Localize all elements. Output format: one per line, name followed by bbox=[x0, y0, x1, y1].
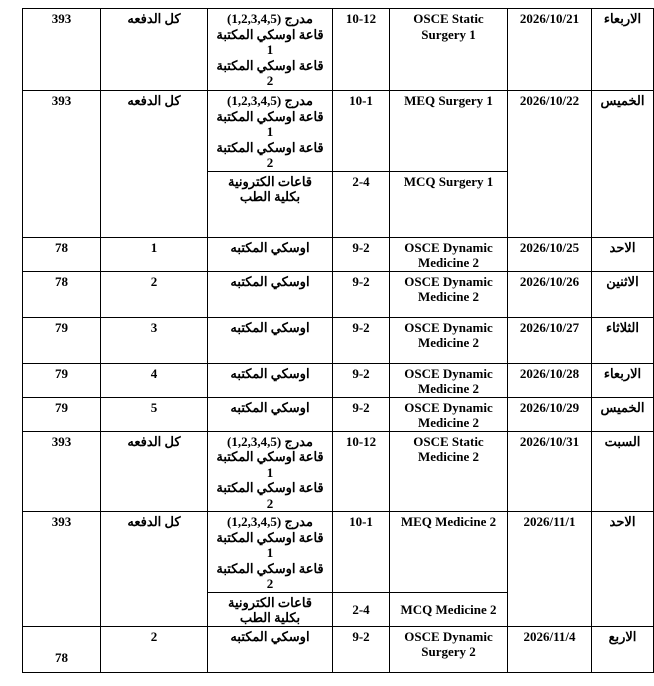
table-row bbox=[23, 431, 654, 512]
room-cell bbox=[208, 512, 333, 593]
exam-line: Surgery 1 bbox=[421, 26, 476, 42]
table-row bbox=[23, 363, 654, 397]
exam-cell bbox=[390, 91, 508, 172]
exam-cell bbox=[390, 512, 508, 593]
room-line: بكلية الطب bbox=[239, 189, 301, 204]
room-cell bbox=[208, 271, 333, 317]
day-cell: الثلاثاء bbox=[592, 317, 654, 363]
exam-cell bbox=[390, 431, 508, 512]
exam-cell bbox=[390, 626, 508, 672]
exam-line: OSCE Dynamic bbox=[404, 365, 493, 381]
group-cell: 1 bbox=[101, 237, 208, 271]
student-count-cell: 79 bbox=[23, 363, 101, 397]
group-cell: 2 bbox=[101, 626, 208, 672]
student-count-cell: 79 bbox=[23, 397, 101, 431]
room-line: اوسكي المكتبه bbox=[230, 319, 310, 335]
date-cell: 2026/10/22 bbox=[508, 91, 592, 238]
room-line: اوسكي المكتبه bbox=[230, 399, 310, 415]
room-cell bbox=[208, 592, 333, 626]
exam-line: OSCE Static bbox=[413, 11, 484, 26]
room-line: 1 bbox=[266, 545, 274, 560]
group-cell: 5 bbox=[101, 397, 208, 431]
day-cell: الخميس bbox=[592, 91, 654, 238]
time-cell: 9-2 bbox=[333, 317, 390, 363]
exam-cell bbox=[390, 271, 508, 317]
student-count-cell: 393 bbox=[23, 431, 101, 512]
table-row bbox=[23, 271, 654, 317]
time-cell: 9-2 bbox=[333, 271, 390, 317]
day-cell: الاحد bbox=[592, 512, 654, 627]
exam-line: Medicine 2 bbox=[417, 289, 479, 304]
room-line: مدرج (1,2,3,4,5) bbox=[227, 433, 313, 449]
exam-cell bbox=[390, 317, 508, 363]
exam-line: OSCE Dynamic bbox=[404, 239, 493, 255]
date-cell: 2026/10/26 bbox=[508, 271, 592, 317]
time-cell: 9-2 bbox=[333, 626, 390, 672]
room-cell bbox=[208, 431, 333, 512]
exam-line: Medicine 2 bbox=[417, 381, 479, 396]
table-row bbox=[23, 626, 654, 672]
room-line: 2 bbox=[266, 495, 274, 511]
room-line: قاعة اوسكي المكتبة bbox=[216, 529, 324, 545]
time-cell: 2-4 bbox=[333, 171, 390, 237]
day-cell: الاربعاء bbox=[592, 363, 654, 397]
exam-line: MEQ Medicine 2 bbox=[400, 514, 497, 529]
table-row bbox=[23, 9, 654, 91]
group-cell: 3 bbox=[101, 317, 208, 363]
exam-line: OSCE Static bbox=[413, 433, 484, 449]
student-count-cell: 78 bbox=[23, 237, 101, 271]
exam-line: Medicine 2 bbox=[417, 415, 479, 430]
room-line: 2 bbox=[266, 155, 274, 170]
exam-line: Medicine 2 bbox=[417, 449, 479, 464]
room-line: اوسكي المكتبه bbox=[230, 239, 310, 255]
room-line: 2 bbox=[266, 73, 274, 88]
table-row bbox=[23, 237, 654, 271]
time-cell: 2-4 bbox=[333, 592, 390, 626]
exam-line: MCQ Surgery 1 bbox=[403, 173, 494, 189]
room-line: قاعة اوسكي المكتبة bbox=[216, 57, 324, 73]
table-row bbox=[23, 317, 654, 363]
room-line: 2 bbox=[266, 576, 274, 591]
exam-line: OSCE Dynamic bbox=[404, 319, 493, 335]
date-cell: 2026/10/29 bbox=[508, 397, 592, 431]
time-cell: 10-1 bbox=[333, 512, 390, 593]
room-cell bbox=[208, 171, 333, 237]
time-cell: 10-1 bbox=[333, 91, 390, 172]
date-cell: 2026/10/21 bbox=[508, 9, 592, 91]
day-cell: الخميس bbox=[592, 397, 654, 431]
date-cell: 2026/10/25 bbox=[508, 237, 592, 271]
day-cell: الاربعاء bbox=[592, 9, 654, 91]
date-cell: 2026/10/28 bbox=[508, 363, 592, 397]
room-line: اوسكي المكتبه bbox=[230, 628, 310, 644]
exam-line: OSCE Dynamic bbox=[404, 399, 493, 415]
room-cell bbox=[208, 317, 333, 363]
room-line: بكلية الطب bbox=[239, 610, 301, 625]
day-cell: الاثنين bbox=[592, 271, 654, 317]
day-cell: السبت bbox=[592, 431, 654, 512]
date-cell: 2026/10/31 bbox=[508, 431, 592, 512]
room-line: مدرج (1,2,3,4,5) bbox=[227, 93, 313, 108]
date-cell: 2026/11/1 bbox=[508, 512, 592, 627]
group-cell: كل الدفعه bbox=[101, 431, 208, 512]
time-cell: 9-2 bbox=[333, 363, 390, 397]
student-count-cell: 78 bbox=[23, 271, 101, 317]
exam-line: Medicine 2 bbox=[417, 255, 479, 270]
exam-cell bbox=[390, 171, 508, 237]
exam-cell bbox=[390, 397, 508, 431]
time-cell: 10-12 bbox=[333, 9, 390, 91]
room-line: قاعة اوسكي المكتبة bbox=[216, 480, 324, 495]
room-line: اوسكي المكتبه bbox=[230, 365, 310, 381]
room-line: 1 bbox=[266, 42, 274, 57]
table-row bbox=[23, 91, 654, 172]
room-line: قاعة اوسكي المكتبة bbox=[216, 108, 324, 124]
room-line: قاعة اوسكي المكتبة bbox=[216, 26, 324, 42]
room-line: قاعات الكترونية bbox=[227, 594, 313, 610]
exam-line: MCQ Medicine 2 bbox=[400, 602, 497, 618]
room-cell bbox=[208, 363, 333, 397]
room-line: 1 bbox=[266, 124, 274, 139]
room-line: قاعة اوسكي المكتبة bbox=[216, 139, 324, 155]
group-cell: 2 bbox=[101, 271, 208, 317]
date-cell: 2026/10/27 bbox=[508, 317, 592, 363]
time-cell: 10-12 bbox=[333, 431, 390, 512]
date-cell: 2026/11/4 bbox=[508, 626, 592, 672]
exam-line: OSCE Dynamic bbox=[404, 628, 493, 644]
room-line: مدرج (1,2,3,4,5) bbox=[227, 514, 313, 529]
time-cell: 9-2 bbox=[333, 237, 390, 271]
student-count-cell: 393 bbox=[23, 512, 101, 627]
room-cell bbox=[208, 626, 333, 672]
student-count-cell: 393 bbox=[23, 91, 101, 238]
exam-line: MEQ Surgery 1 bbox=[404, 93, 493, 108]
day-cell: الاربع bbox=[592, 626, 654, 672]
exam-line: OSCE Dynamic bbox=[404, 273, 493, 289]
exam-line: Medicine 2 bbox=[417, 335, 479, 350]
group-cell: كل الدفعه bbox=[101, 91, 208, 238]
room-line: قاعة اوسكي المكتبة bbox=[216, 449, 324, 464]
room-line: اوسكي المكتبه bbox=[230, 273, 310, 289]
group-cell: كل الدفعه bbox=[101, 512, 208, 627]
exam-cell bbox=[390, 9, 508, 91]
time-cell: 9-2 bbox=[333, 397, 390, 431]
exam-cell bbox=[390, 592, 508, 626]
exam-schedule-table bbox=[22, 8, 654, 673]
room-line: 1 bbox=[266, 464, 274, 480]
student-count-cell: 79 bbox=[23, 317, 101, 363]
table-row bbox=[23, 512, 654, 593]
table-row bbox=[23, 397, 654, 431]
day-cell: الاحد bbox=[592, 237, 654, 271]
room-cell bbox=[208, 91, 333, 172]
group-cell: 4 bbox=[101, 363, 208, 397]
room-line: مدرج (1,2,3,4,5) bbox=[227, 11, 313, 26]
student-count-cell: 78 bbox=[23, 626, 101, 672]
room-line: قاعات الكترونية bbox=[227, 173, 313, 189]
student-count-cell: 393 bbox=[23, 9, 101, 91]
exam-cell bbox=[390, 237, 508, 271]
exam-line: Surgery 2 bbox=[421, 644, 476, 659]
room-line: قاعة اوسكي المكتبة bbox=[216, 560, 324, 576]
exam-cell bbox=[390, 363, 508, 397]
room-cell bbox=[208, 9, 333, 91]
room-cell bbox=[208, 237, 333, 271]
group-cell: كل الدفعه bbox=[101, 9, 208, 91]
room-cell bbox=[208, 397, 333, 431]
